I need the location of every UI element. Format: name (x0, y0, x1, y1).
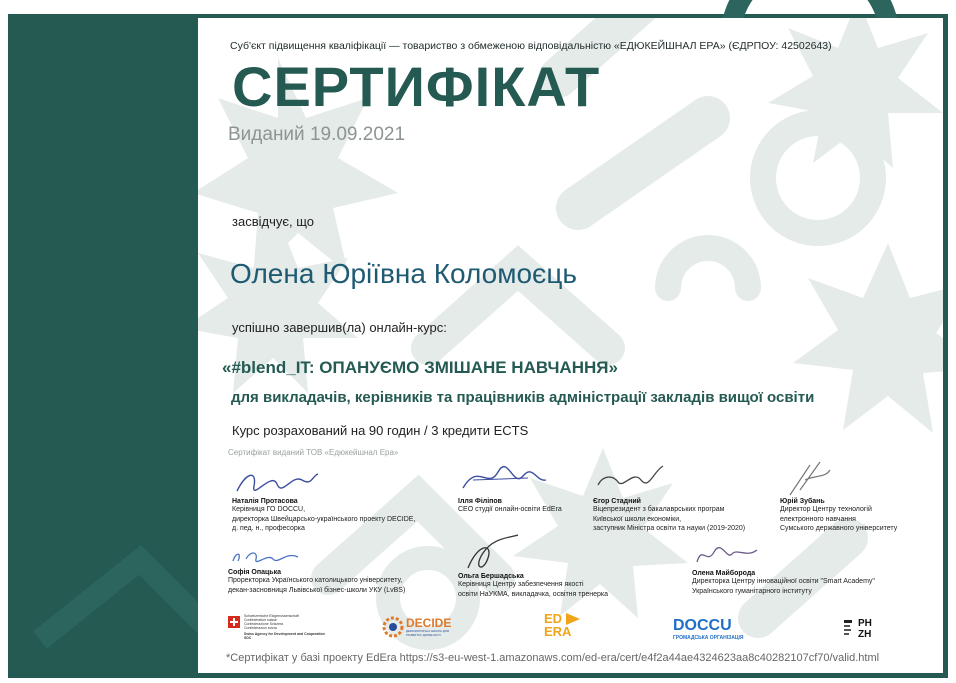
certificate-title: СЕРТИФІКАТ (232, 55, 601, 118)
certifies-text: засвідчує, що (232, 214, 314, 229)
signatory-zuban: Юрій Зубань Директор Центру технологій електронного навчання Сумського державного університету (780, 460, 897, 534)
signature-icon (228, 543, 308, 569)
completed-text: успішно завершив(ла) онлайн-курс: (232, 320, 447, 335)
issued-by-note: Сертифікат виданий ТОВ «Едюкейшнал Ера» (228, 448, 399, 457)
recipient-name: Олена Юріївна Коломоєць (230, 258, 577, 289)
issuer-line: Суб'єкт підвищення кваліфікації — товариство з обмеженою відповідальністю «ЕДЮКЕЙШНАЛ ЕРА» (ЄДРПОУ: 42502643) (230, 40, 832, 52)
signature-icon (593, 460, 673, 498)
signatory-opatska: Софія Опацька Проректорка Українського католицького університету, декан-засновниця Львівської бізнес-школи УКУ (LvBS) (228, 543, 405, 595)
signatory-filipov: Ілля Філіпов CEO студії онлайн-освіти EdEra (458, 460, 562, 515)
signatory-name: Наталія Протасова (232, 498, 298, 505)
course-hours: Курс розрахований на 90 годин / 3 кредити ECTS (232, 423, 529, 438)
edera-triangle-icon (566, 613, 580, 625)
doccu-logo: DOCCU ГРОМАДСЬКА ОРГАНІЗАЦІЯ (673, 617, 744, 641)
certificate-sheet (198, 18, 943, 673)
swiss-sdc-logo: Schweizerische Eidgenossenschaft Confédération suisse Confederazione Svizzera Confederaziun svizra Swiss Agency for Development and Cooperation SDC (228, 614, 328, 640)
phzh-logo: PH ZH (844, 618, 880, 644)
signature-icon (458, 460, 548, 498)
signature-icon (232, 466, 322, 498)
course-title: «#blend_IT: ОПАНУЄМО ЗМІШАНЕ НАВЧАННЯ» (222, 358, 618, 377)
signatory-protasova: Наталія Протасова Керівниця ГО DOCCU, директорка Швейцарсько-українського проекту DECIDE, д. пед. н., професорка (232, 466, 415, 534)
signature-icon (692, 540, 762, 570)
decide-sun-icon (382, 616, 404, 638)
course-audience: для викладачів, керівників та працівників адміністрації закладів вищої освіти (231, 389, 815, 406)
phzh-mark-icon (844, 620, 854, 638)
certificate-content (198, 18, 943, 673)
signatory-bershadska: Ольга Бершадська Керівниця Центру забезпечення якості освіти НаУКМА, викладачка, освітня тренерка (458, 533, 608, 599)
signatory-stadnyi: Єгор Стадний Віцепрезидент з бакалаврських програм Київської школи економіки, заступник Міністра освіти та науки (2019-2020) (593, 460, 745, 534)
issue-date: Виданий 19.09.2021 (228, 124, 406, 145)
signatory-maiboroda: Олена Майборода Директорка Центру інноваційної освіти "Smart Academy" Українського гуманітарного інституту (692, 540, 875, 596)
signature-icon (780, 460, 840, 498)
signature-icon (458, 533, 528, 573)
verification-link[interactable]: *Сертифікат у базі проекту EdEra https://s3-eu-west-1.amazonaws.com/ed-era/cert/e4f2a44ae4324623aa8c40282107cf70/valid.html (226, 652, 880, 664)
decide-logo: DECIDE ДЕМОКРАТИЧНА ШКОЛА ДЛЯ РОЗВИТКУ ДІЯЛЬНОСТІ (382, 616, 462, 642)
swiss-flag-icon (228, 616, 240, 628)
edera-logo: ED ERA (544, 612, 594, 646)
